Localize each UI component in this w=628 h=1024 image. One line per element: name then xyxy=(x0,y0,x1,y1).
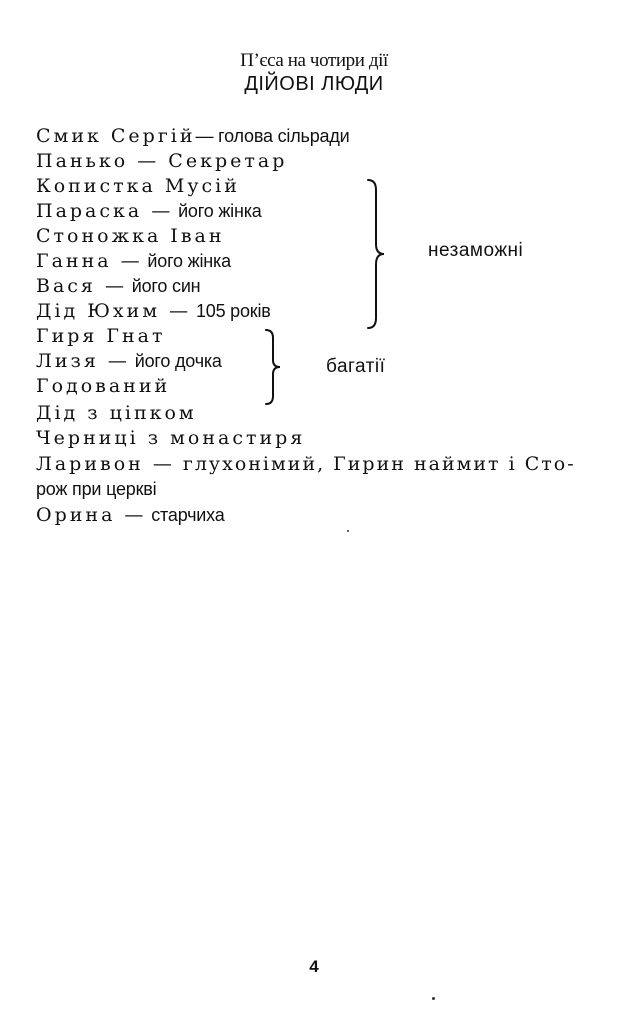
cast-name: Дід Юхим — xyxy=(36,300,192,322)
cast-name: Черниці з монастиря xyxy=(36,427,306,449)
cast-name: Вася — xyxy=(36,275,127,297)
poor-group-brace xyxy=(366,178,388,334)
cast-name: Ганна — xyxy=(36,250,143,272)
print-speck xyxy=(432,997,435,1000)
cast-desc: глухонімий, Гирин наймит і Сто- xyxy=(174,453,576,475)
cast-desc: його жінка xyxy=(173,201,262,221)
cast-line-chernytsi xyxy=(36,426,305,451)
cast-line-laryvon xyxy=(36,452,576,477)
cast-desc: його жінка xyxy=(142,251,231,271)
poor-group-label: незаможні xyxy=(428,240,524,261)
cast-desc: рож при церкві xyxy=(36,479,157,499)
dramatis-personae-title: ДІЙОВІ ЛЮДИ xyxy=(244,73,384,95)
cast-name: Годований xyxy=(36,375,171,397)
cast-line-did-yukhym xyxy=(36,299,271,324)
print-speck xyxy=(347,530,349,532)
cast-line-panko xyxy=(36,149,287,174)
cast-line-hodovanyi xyxy=(36,374,170,399)
play-subtitle: П’єса на чотири дії xyxy=(240,50,388,71)
cast-line-paraska xyxy=(36,199,262,224)
cast-name: Смик Сергій xyxy=(36,125,196,147)
cast-line-hyria xyxy=(36,324,166,349)
cast-desc: його дочка xyxy=(129,351,222,371)
cast-line-did-z-tsipkom xyxy=(36,401,197,426)
cast-name: Лизя — xyxy=(36,350,130,372)
rich-group-brace xyxy=(264,328,284,410)
cast-desc: старчиха xyxy=(146,505,225,525)
cast-line-stonozhka xyxy=(36,224,225,249)
cast-line-oryna xyxy=(36,503,225,528)
cast-name: Орина — xyxy=(36,504,147,526)
cast-name: Гиря Гнат xyxy=(36,325,166,347)
cast-line-smyk xyxy=(36,124,349,149)
cast-name: Ларивон — xyxy=(36,453,175,475)
cast-line-kopystka xyxy=(36,174,240,199)
cast-line-laryvon-cont xyxy=(36,477,156,502)
rich-group-label: багатії xyxy=(326,356,386,377)
cast-name: Копистка Мусій xyxy=(36,175,240,197)
cast-name: Панько — Секретар xyxy=(36,150,288,172)
cast-line-vasia xyxy=(36,274,200,299)
cast-line-hanna xyxy=(36,249,231,274)
cast-line-lyzia xyxy=(36,349,222,374)
cast-desc: 105 років xyxy=(191,301,271,321)
cast-name: Дід з ціпком xyxy=(36,402,197,424)
cast-desc: його син xyxy=(126,276,201,296)
page-number: 4 xyxy=(309,957,319,976)
cast-desc: — голова сільради xyxy=(195,126,350,146)
cast-name: Параска — xyxy=(36,200,174,222)
cast-name: Стоножка Іван xyxy=(36,225,225,247)
